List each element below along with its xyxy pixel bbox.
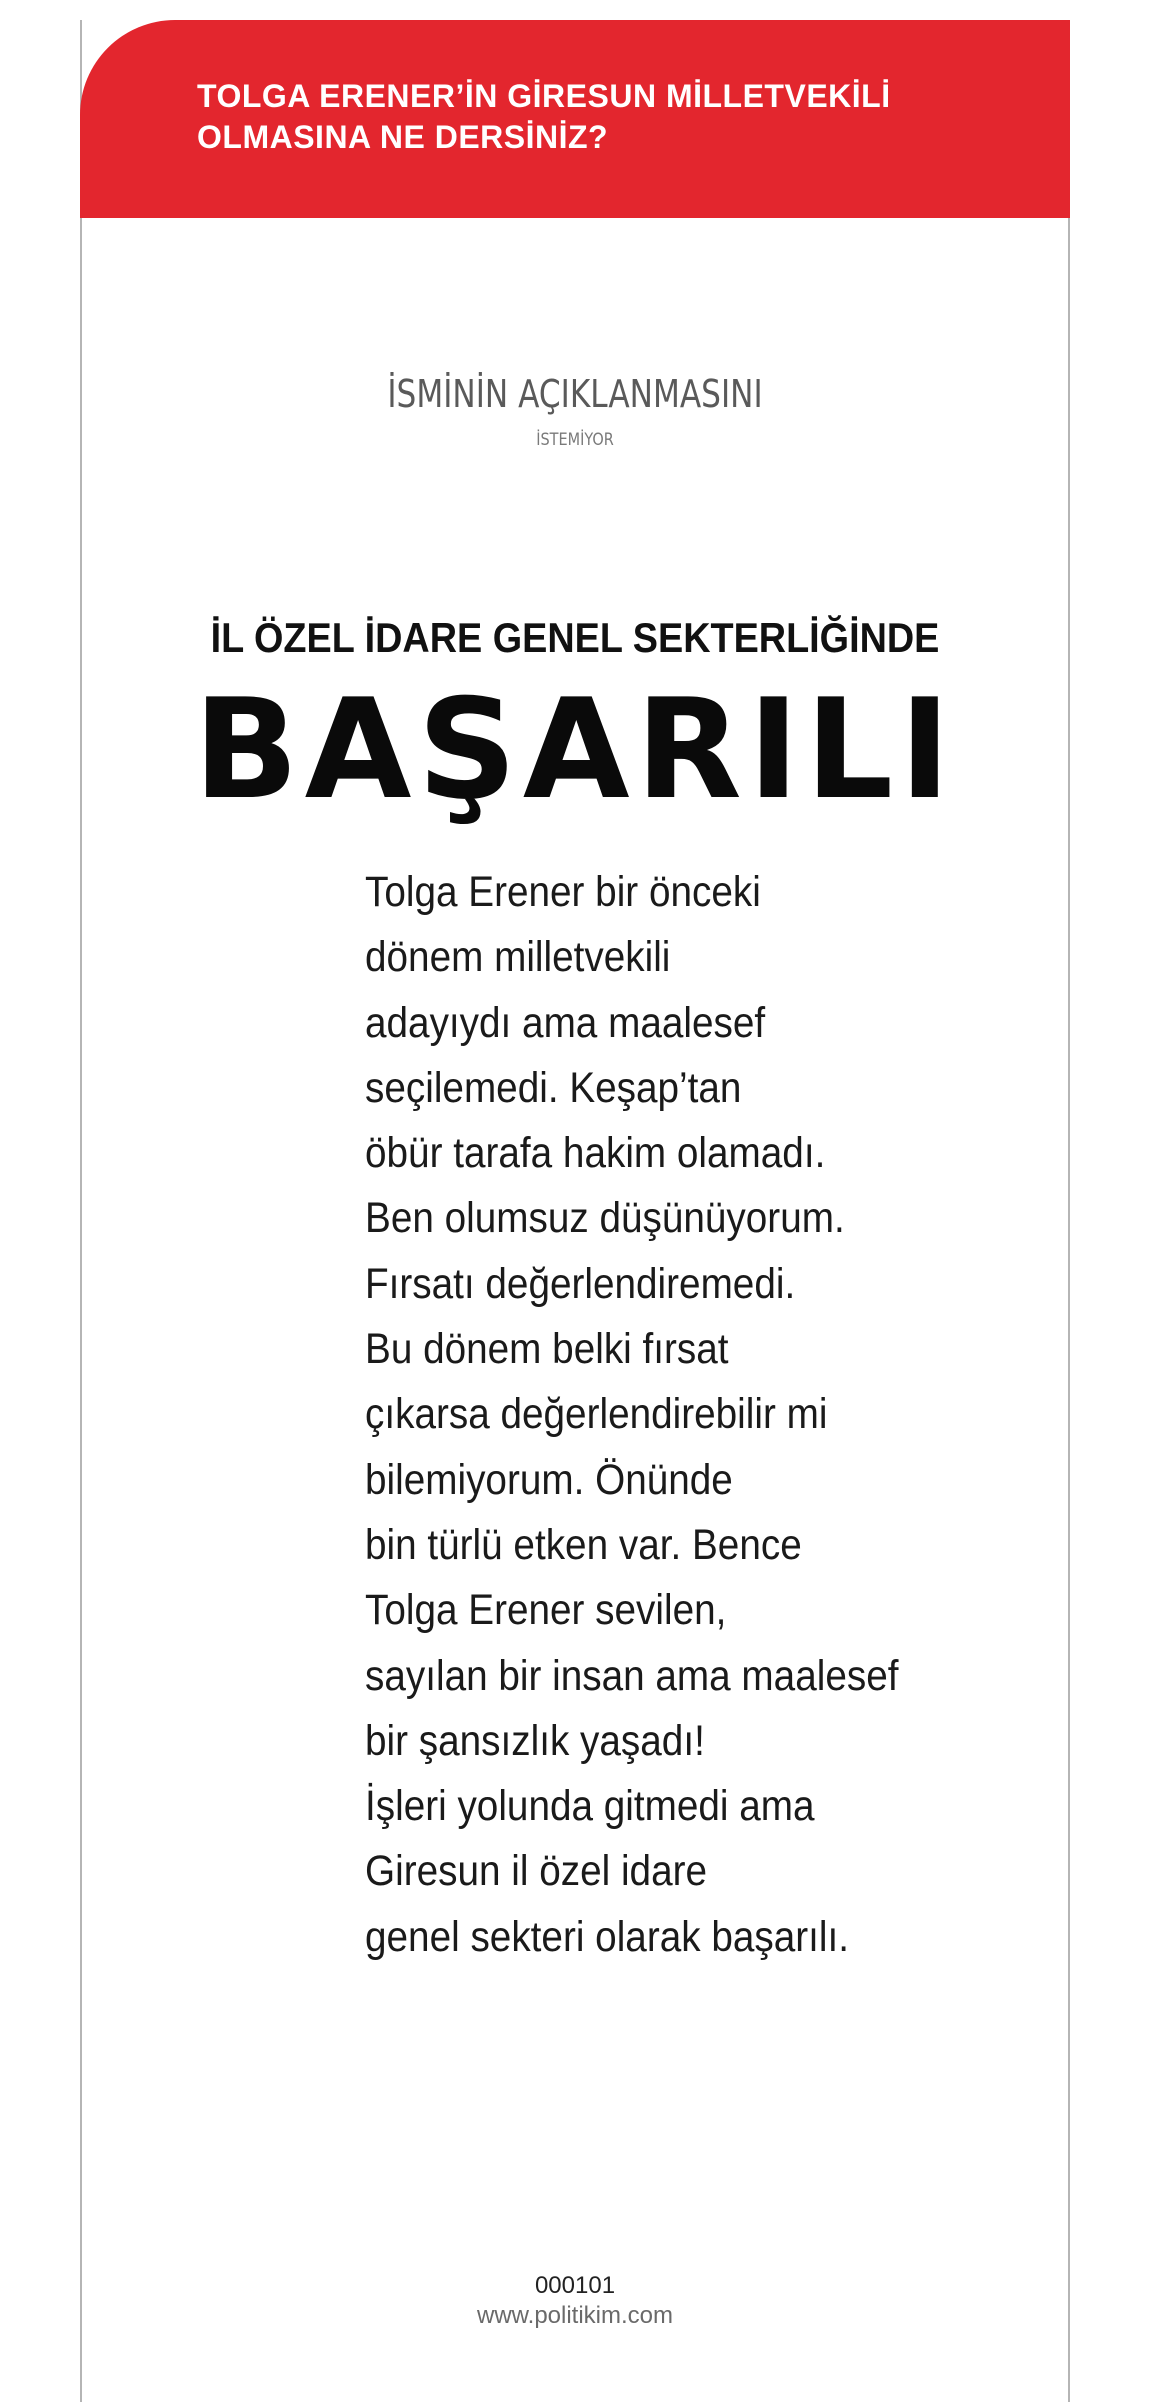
answer-line: genel sekteri olarak başarılı. [365, 1912, 850, 1961]
answer-line: seçilemedi. Keşap’tan [365, 1063, 742, 1112]
website-link[interactable]: www.politikim.com [476, 2302, 674, 2329]
respondent-name: İSMİNİN AÇIKLANMASINI [387, 372, 763, 416]
answer-line: Bu dönem belki fırsat [365, 1325, 729, 1374]
answer-line: çıkarsa değerlendirebilir mi [365, 1390, 828, 1439]
answer-line: dönem milletvekili [365, 933, 671, 982]
headline-main: BAŞARILI [193, 669, 957, 830]
answer-line: öbür tarafa hakim olamadı. [365, 1129, 826, 1178]
question-title: TOLGA ERENER’İN GİRESUN MİLLETVEKİLİ OLMASINA NE DERSİNİZ? [197, 78, 891, 155]
answer-line: bin türlü etken var. Bence [365, 1520, 802, 1569]
answer-text [365, 860, 985, 1970]
answer-line: Tolga Erener sevilen, [365, 1586, 727, 1635]
answer-line: İşleri yolunda gitmedi ama [365, 1782, 815, 1831]
answer-line: bilemiyorum. Önünde [365, 1455, 733, 1504]
answer-line: sayılan bir insan ama maalesef [365, 1651, 899, 1700]
page-code: 000101 [534, 2272, 616, 2299]
respondent-subtitle: İSTEMİYOR [536, 430, 614, 450]
answer-line: Fırsatı değerlendiremedi. [365, 1259, 796, 1308]
answer-line: Giresun il özel idare [365, 1847, 708, 1896]
question-banner [80, 20, 1070, 218]
answer-line: adayıydı ama maalesef [365, 998, 766, 1047]
answer-line: bir şansızlık yaşadı! [365, 1716, 705, 1765]
answer-line: Tolga Erener bir önceki [365, 868, 761, 916]
answer-line: Ben olumsuz düşünüyorum. [365, 1194, 845, 1243]
headline-kicker: İL ÖZEL İDARE GENEL SEKTERLİĞİNDE [210, 614, 940, 661]
